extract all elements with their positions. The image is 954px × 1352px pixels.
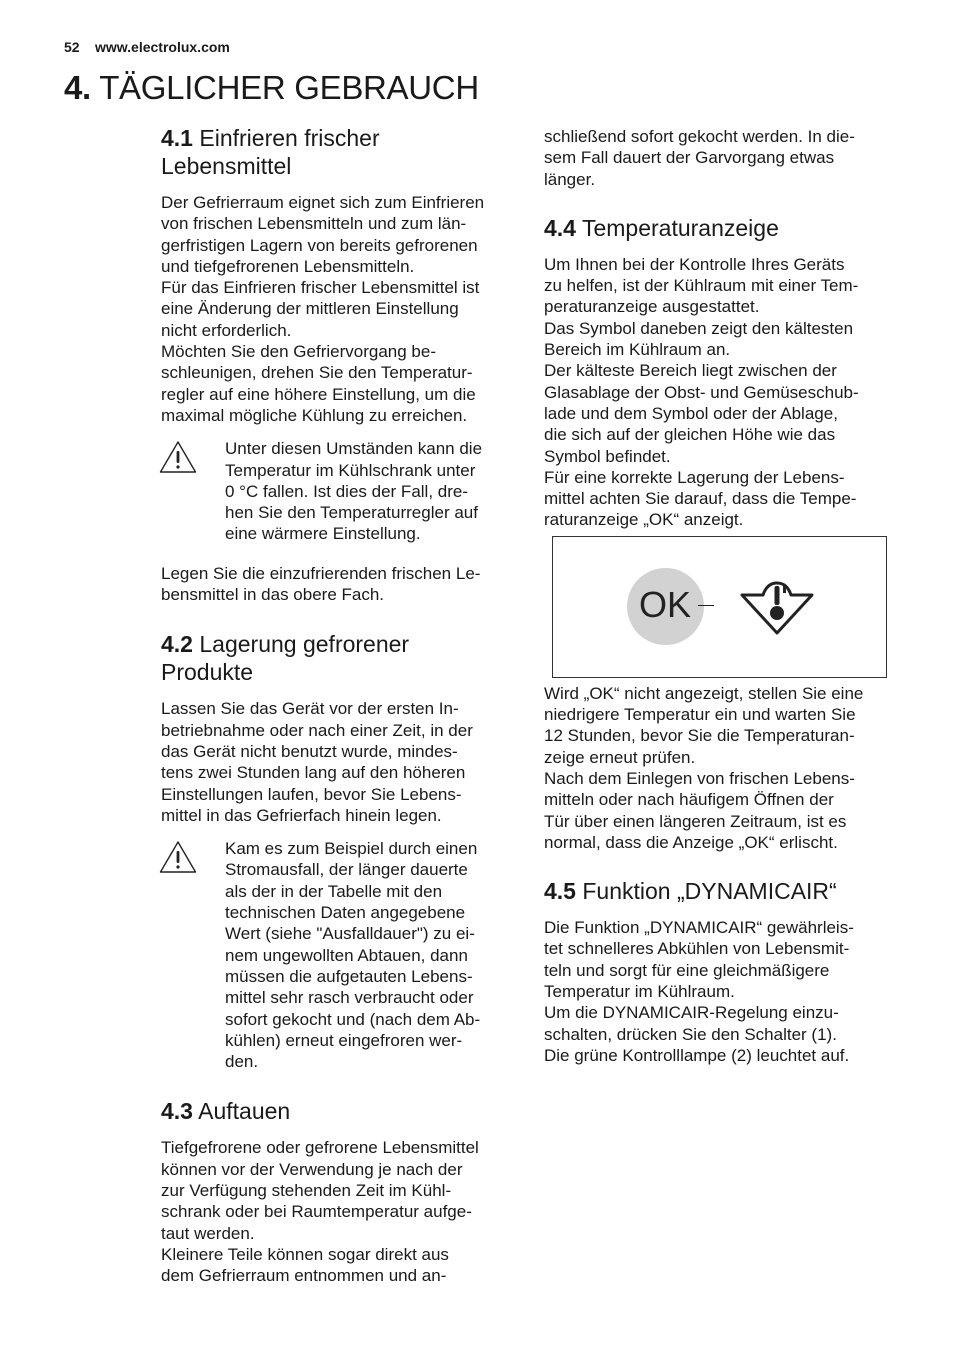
section-4-1 (161, 124, 513, 605)
paragraph: Wird „OK“ nicht angezeigt, stellen Sie eine niedrigere Temperatur ein und warten Sie 12 Stunden, bevor Sie die Temperaturan- zeige erneut prüfen. Nach dem Einlegen von frischen Lebens- mitteln oder nach häufigem Öffnen der Tür über einen längeren Zeitraum, ist es normal, dass die Anzeige „OK“ erlischt. (544, 683, 864, 852)
section-number: 4.4 (544, 214, 576, 241)
section-title: Auftauen (198, 1098, 291, 1125)
section-4-3-heading (161, 1097, 513, 1125)
warning-triangle-icon (159, 440, 197, 474)
site-url: www.electrolux.com (95, 39, 230, 55)
ok-indicator-label: OK (639, 583, 692, 625)
warning-text: Unter diesen Umständen kann die Temperatur im Kühlschrank unter 0 °C fallen. Ist dies der Fall, dre- hen Sie den Temperaturregler auf eine wärmere Einstellung. (225, 439, 483, 544)
page-number: 52 (64, 39, 80, 55)
section-4-4-heading (544, 214, 896, 242)
coldest-zone-symbol-icon (739, 577, 815, 635)
paragraph: Legen Sie die einzufrierenden frischen Le- bensmittel in das obere Fach. (161, 563, 481, 605)
warning-box (161, 438, 513, 544)
temperature-indicator-figure (552, 536, 887, 678)
section-title: Funktion „DYNAMICAIR“ (582, 878, 837, 905)
section-number: 4.2 (161, 631, 193, 658)
section-number: 4.5 (544, 878, 576, 905)
paragraph: Tiefgefrorene oder gefrorene Lebensmittel können vor der Verwendung je nach der zur Verfügung stehenden Zeit im Kühl- schrank oder bei Raumtemperatur aufge- taut werden. Kleinere Teile können sogar direkt aus dem Gefrierraum entnommen und an- (161, 1138, 479, 1286)
paragraph: Lassen Sie das Gerät vor der ersten In- betriebnahme oder nach einer Zeit, in der das Gerät nicht benutzt wurde, mindes- tens zwei Stunden lang auf den höheren Einstellungen laufen, bevor Sie Lebens- mittel in das Gefrierfach hinein legen. (161, 699, 473, 825)
left-column (161, 124, 513, 1286)
paragraph-continued: schließend sofort gekocht werden. In die- sem Fall dauert der Garvorgang etwas länger. (544, 127, 855, 189)
warning-triangle-icon (159, 840, 197, 874)
section-4-2-heading (161, 630, 513, 686)
paragraph: Die Funktion „DYNAMICAIR“ gewährleis- tet schnelleres Abkühlen von Lebensmit- teln und sorgt für eine gleichmäßigere Temperatur im Kühlraum. Um die DYNAMICAIR-Regelung einzu- schalten, drücken Sie den Schalter (1). Die grüne Kontrolllampe (2) leuchtet auf. (544, 918, 854, 1065)
chapter-number: 4. (64, 69, 91, 106)
section-4-3 (161, 1097, 513, 1286)
section-title: Lagerung gefrorener Produkte (161, 631, 410, 686)
warning-text: Kam es zum Beispiel durch einen Stromausfall, der länger dauerte als der in der Tabelle mit den technischen Daten angegebene Wert (siehe "Ausfalldauer") zu ei- nem ungewollten Abtauen, dann müssen die aufgetauten Lebens- mittel sehr rasch verbraucht oder sofort gekocht und (nach dem Ab- kühlen) erneut eingefroren wer- den. (225, 839, 481, 1072)
section-4-4 (544, 214, 896, 853)
warning-box (161, 838, 513, 1072)
section-4-2 (161, 630, 513, 1072)
ok-indicator-line (698, 605, 714, 606)
paragraph: Der Gefrierraum eignet sich zum Einfrieren von frischen Lebensmitteln und zum län- gerfristigen Lagern von bereits gefrorenen und tiefgefrorenen Lebensmitteln. Für das Einfrieren frischer Lebensmittel ist eine Änderung der mittleren Einstellung nicht erforderlich. Möchten Sie den Gefriervorgang be- schleunigen, drehen Sie den Temperatur- regler auf eine höhere Einstellung, um die maximal mögliche Kühlung zu erreichen. (161, 193, 485, 425)
chapter-title (64, 66, 479, 110)
chapter-title-text: TÄGLICHER GEBRAUCH (99, 69, 479, 106)
paragraph: Um Ihnen bei der Kontrolle Ihres Geräts zu helfen, ist der Kühlraum mit einer Tem- peraturanzeige ausgestattet. Das Symbol daneben zeigt den kältesten Bereich im Kühlraum an. Der kälteste Bereich liegt zwischen der Glasablage der Obst- und Gemüseschub- lade und dem Symbol oder der Ablage, die sich auf der gleichen Höhe wie das Symbol befindet. Für eine korrekte Lagerung der Lebens- mittel achten Sie darauf, dass die Tempe- raturanzeige „OK“ anzeigt. (544, 254, 859, 530)
section-4-5-heading (544, 877, 896, 905)
section-4-5 (544, 877, 896, 1066)
section-number: 4.3 (161, 1098, 193, 1125)
section-title: Temperaturanzeige (581, 214, 779, 241)
section-title: Einfrieren frischer Lebensmittel (161, 125, 380, 179)
section-number: 4.1 (161, 125, 193, 151)
right-column (544, 126, 896, 1066)
section-4-1-heading (161, 124, 513, 180)
